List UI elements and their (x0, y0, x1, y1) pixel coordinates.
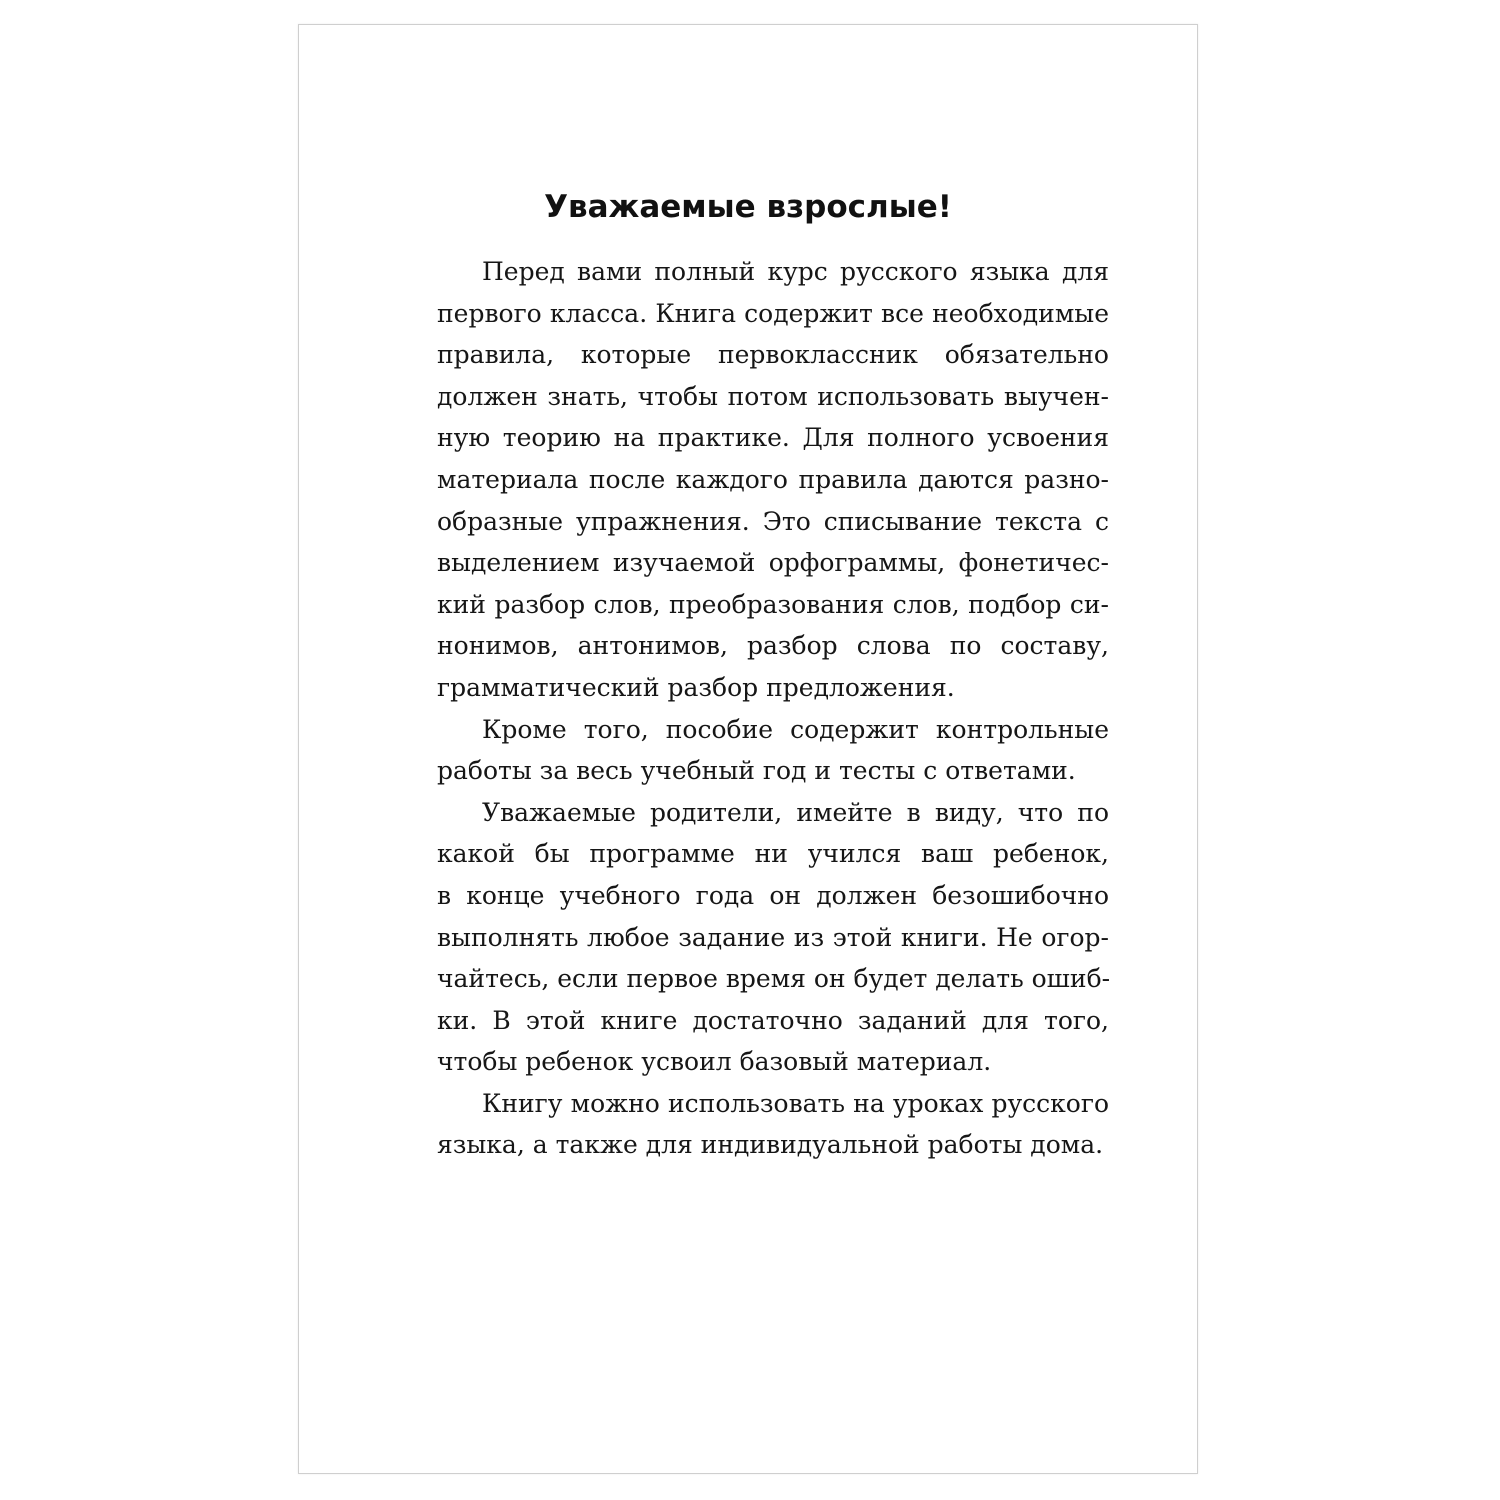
text-line: первого класса. Книга содержит все необходимые (437, 298, 1109, 328)
text-line: какой бы программе ни учился ваш ребенок, (437, 839, 1109, 869)
text-line: кий разбор слов, преобразования слов, подбор си- (437, 589, 1109, 619)
text-line: образные упражнения. Это списывание текста с (437, 506, 1109, 536)
paragraph-intro (437, 251, 1109, 709)
text-line: чайтесь, если первое время он будет делать ошиб- (437, 964, 1111, 994)
text-line: ки. В этой книге достаточно заданий для того, (437, 1005, 1109, 1035)
paragraph-usage (437, 1083, 1109, 1166)
text-line: Книгу можно использовать на уроках русского (482, 1088, 1109, 1118)
text-line: должен знать, чтобы потом использовать выучен- (437, 381, 1109, 411)
text-line: правила, которые первоклассник обязательно (437, 340, 1109, 370)
document-body (437, 251, 1109, 1166)
paragraph-tests (437, 709, 1109, 792)
paragraph-parents (437, 792, 1109, 1083)
text-line: работы за весь учебный год и тесты с ответами. (437, 756, 1076, 786)
text-line: выполнять любое задание из этой книги. Не огор- (437, 922, 1109, 952)
text-line: языка, а также для индивидуальной работы дома. (437, 1130, 1104, 1160)
page-heading: Уважаемые взрослые! (544, 189, 952, 225)
text-line: Перед вами полный курс русского языка для (482, 257, 1109, 286)
text-line: выделением изучаемой орфограммы, фонетичес- (437, 548, 1109, 578)
text-line: Уважаемые родители, имейте в виду, что по (482, 797, 1109, 827)
text-line: Кроме того, пособие содержит контрольные (482, 714, 1109, 744)
text-line: грамматический разбор предложения. (437, 672, 955, 702)
text-line: в конце учебного года он должен безошибочно (437, 880, 1109, 910)
document-page (298, 24, 1198, 1474)
text-line: материала после каждого правила даются разно- (437, 464, 1109, 494)
text-line: ную теорию на практике. Для полного усвоения (437, 423, 1109, 453)
text-line: нонимов, антонимов, разбор слова по составу, (437, 631, 1109, 661)
text-line: чтобы ребенок усвоил базовый материал. (437, 1047, 992, 1077)
